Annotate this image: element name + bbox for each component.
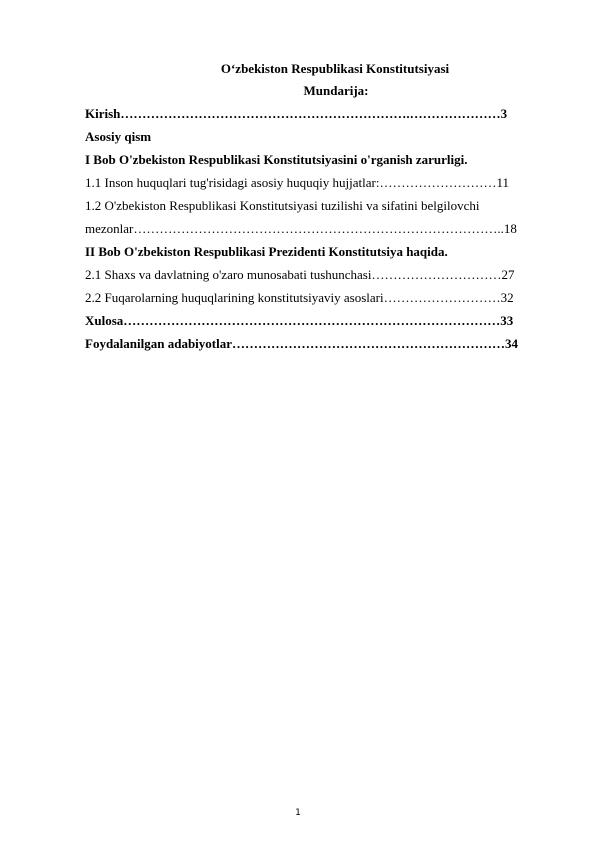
toc-entry-2-1: 2.1 Shaxs va davlatning o'zaro munosabati tushunchasi…………………………27 [85,267,515,282]
toc-entry-1-2-line1: 1.2 O'zbekiston Respublikasi Konstitutsiyasi tuzilishi va sifatini belgilovchi [85,198,480,213]
page-number: 1 [295,808,301,818]
document-title: O‘zbekiston Respublikasi Konstitutsiyasi [220,61,450,76]
toc-entry-1-2 [85,197,555,243]
toc-entry-1-1: 1.1 Inson huquqlari tug'risidagi asosiy huquqiy hujjatlar:………………………11 [85,175,509,190]
toc-entry-chapter-1: I Bob O'zbekiston Respublikasi Konstitutsiyasini o'rganish zarurligi. [85,152,468,167]
toc-entry-2-2: 2.2 Fuqarolarning huquqlarining konstitutsiyaviy asoslari………………………32 [85,290,514,305]
table-of-contents [85,105,555,358]
toc-entry-chapter-2: II Bob O'zbekiston Respublikasi Prezidenti Konstitutsiya haqida. [85,244,448,259]
toc-entry-asosiy-qism: Asosiy qism [85,129,152,144]
toc-entry-1-2-line2: mezonlar…………………………………………………………………………..18 [85,221,517,236]
toc-entry-kirish: Kirish………………………………………………………….…………………3 [85,106,508,121]
toc-entry-xulosa: Xulosa……………………………………………………………………………33 [85,313,514,328]
toc-entry-adabiyotlar: Foydalanilgan adabiyotlar………………………………………………………34 [85,336,518,351]
toc-heading: Mundarija: [303,83,369,98]
